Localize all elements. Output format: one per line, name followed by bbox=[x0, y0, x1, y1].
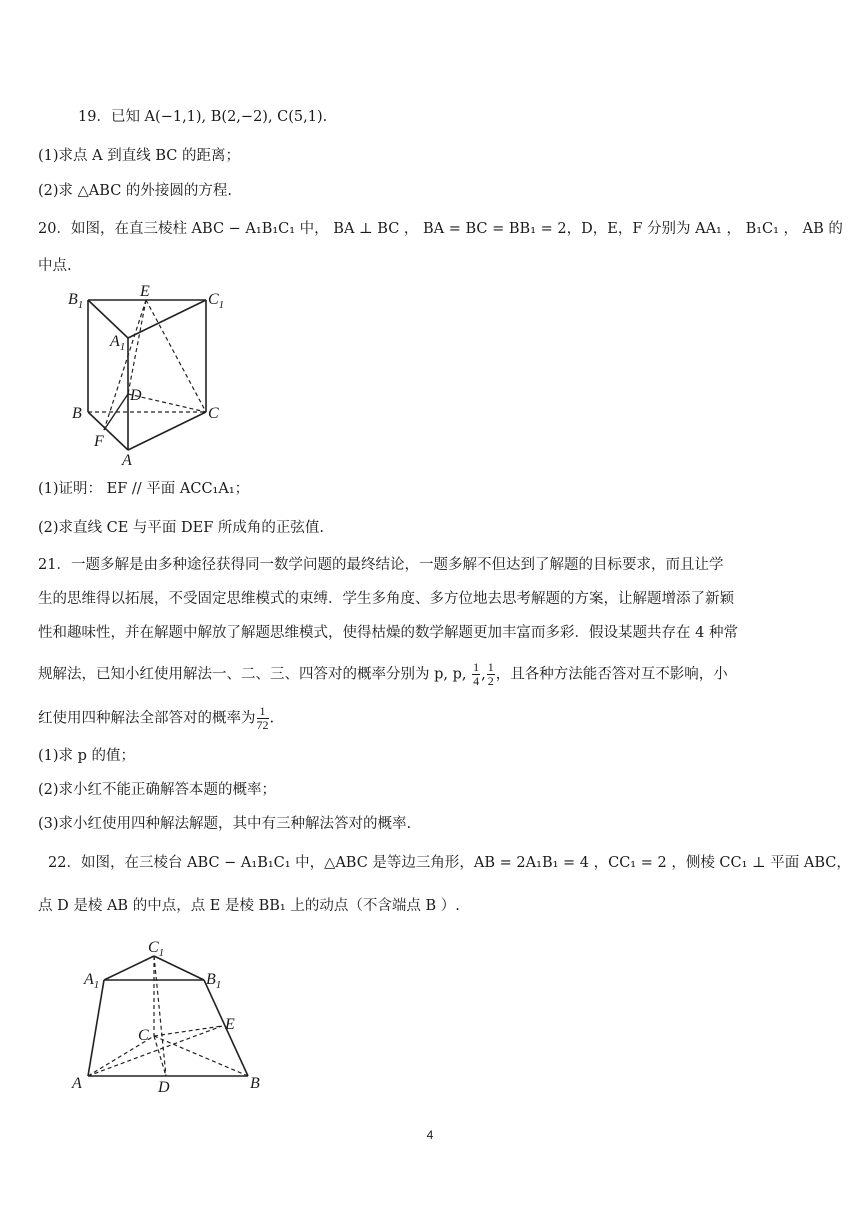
label-A: A bbox=[72, 1075, 82, 1092]
label-D: D bbox=[130, 387, 142, 404]
q21-line3: 性和趣味性，并在解题中解放了解题思维模式，使得枯燥的数学解题更加丰富而多彩．假设某题共存在 4 种常 bbox=[38, 625, 738, 641]
label-C1: $C_1$ bbox=[208, 291, 225, 311]
q21-line4-text: 规解法，已知小红使用解法一、二、三、四答对的概率分别为 p, p, bbox=[38, 666, 467, 683]
label-B1: $B_1$ bbox=[206, 971, 222, 991]
label-C1: $C_1$ bbox=[148, 939, 165, 959]
q20-part2: (2)求直线 CE 与平面 DEF 所成角的正弦值. bbox=[38, 520, 325, 536]
q21-part1: (1)求 p 的值； bbox=[38, 748, 136, 764]
q21-line5-tail: . bbox=[269, 710, 275, 727]
label-D: D bbox=[158, 1079, 170, 1096]
label-B: B bbox=[250, 1075, 260, 1092]
q20-prism-figure bbox=[60, 280, 260, 470]
label-A1: $A_1$ bbox=[84, 971, 100, 991]
label-B1: $B_1$ bbox=[68, 291, 84, 311]
label-E: E bbox=[140, 283, 150, 300]
fraction-one-half: $\frac{1}{2}$ bbox=[487, 660, 494, 688]
q20-stem: 20．如图，在直三棱柱 ABC − A₁B₁C₁ 中， BA ⊥ BC ， BA = BC = BB₁ = 2，D，E，F 分别为 AA₁ ， B₁C₁ ， AB 的 bbox=[38, 221, 843, 237]
q21-line5 bbox=[38, 705, 274, 732]
label-C: C bbox=[138, 1027, 149, 1044]
q22-line1: 22．如图，在三棱台 ABC − A₁B₁C₁ 中，△ABC 是等边三角形，AB = 2A₁B₁ = 4 ，CC₁ = 2 ，侧棱 CC₁ ⊥ 平面 ABC， bbox=[48, 855, 851, 871]
label-A1: $A_1$ bbox=[110, 333, 126, 353]
fraction-one-quarter: $\frac{1}{4}$ bbox=[473, 660, 480, 688]
label-A: A bbox=[122, 452, 132, 469]
q21-part2: (2)求小红不能正确解答本题的概率； bbox=[38, 782, 277, 798]
q21-line1: 21．一题多解是由多种途径获得同一数学问题的最终结论，一题多解不但达到了解题的目标要求，而且让学 bbox=[38, 557, 724, 573]
q19-stem: 19．已知 A(−1,1), B(2,−2), C(5,1). bbox=[78, 109, 328, 125]
q19-part1: (1)求点 A 到直线 BC 的距离； bbox=[38, 148, 240, 164]
q20-part1: (1)证明： EF // 平面 ACC₁A₁； bbox=[38, 481, 250, 497]
q21-part3: (3)求小红使用四种解法解题，其中有三种解法答对的概率. bbox=[38, 816, 412, 832]
q22-line2: 点 D 是棱 AB 的中点，点 E 是棱 BB₁ 上的动点（不含端点 B ）. bbox=[38, 898, 460, 914]
fraction-one-72nd: $\frac{1}{72}$ bbox=[256, 704, 269, 732]
label-B: B bbox=[72, 405, 82, 422]
q21-line5-text: 红使用四种解法全部答对的概率为 bbox=[38, 710, 256, 727]
q21-line4: 规解法，已知小红使用解法一、二、三、四答对的概率分别为 p, p, $\frac{1}{4}$ , $\frac{1}{2}$ ，且各种方法能否答对互不影响，小 bbox=[38, 660, 728, 688]
q21-line2: 生的思维得以拓展，不受固定思维模式的束缚．学生多角度、多方位地去思考解题的方案，让解题增添了新颖 bbox=[38, 591, 734, 607]
label-C: C bbox=[208, 405, 219, 422]
q19-part2: (2)求 △ABC 的外接圆的方程. bbox=[38, 183, 233, 199]
label-E: E bbox=[225, 1016, 235, 1033]
q22-frustum-figure bbox=[70, 936, 280, 1096]
page-number: 4 bbox=[426, 1128, 434, 1142]
q20-stem-cont: 中点. bbox=[38, 258, 72, 274]
label-F: F bbox=[94, 433, 104, 450]
q21-line4-tail: ，且各种方法能否答对互不影响，小 bbox=[495, 666, 728, 683]
